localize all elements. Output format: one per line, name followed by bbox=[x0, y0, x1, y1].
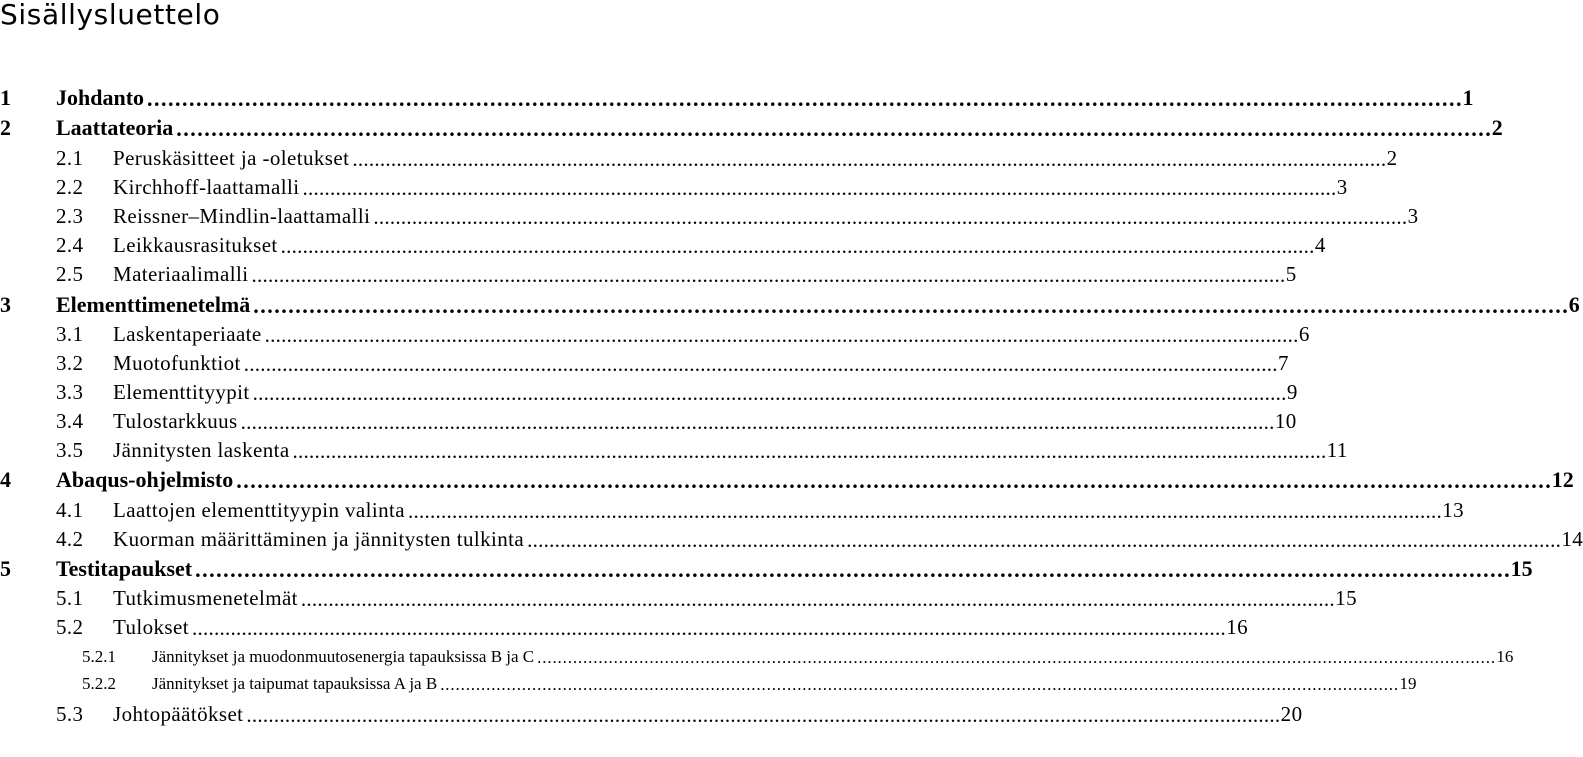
dot-leader bbox=[301, 585, 1332, 608]
toc-entry-label: Tulostarkkuus bbox=[113, 409, 238, 433]
toc-entry-page-number: 10 bbox=[1274, 409, 1297, 433]
toc-entry-label: Elementtimenetelmä bbox=[56, 292, 251, 317]
toc-entry-label: Jännitykset ja taipumat tapauksissa A ja B bbox=[152, 674, 438, 693]
dot-leader bbox=[253, 292, 1566, 316]
dot-leader bbox=[440, 671, 1396, 690]
toc-entry[interactable] bbox=[0, 202, 1419, 232]
dot-leader bbox=[195, 556, 1508, 580]
toc-entry-label: Kirchhoff-laattamalli bbox=[113, 175, 300, 199]
toc-entry-page-number: 2 bbox=[1386, 146, 1398, 170]
dot-leader bbox=[293, 437, 1324, 460]
toc-entry-number: 3 bbox=[0, 292, 11, 317]
dot-leader bbox=[147, 85, 1460, 109]
dot-leader bbox=[192, 614, 1223, 637]
toc-entry-page-number: 12 bbox=[1551, 467, 1574, 492]
dot-leader bbox=[236, 467, 1549, 491]
toc-entry-label: Laattateoria bbox=[56, 115, 174, 140]
toc-entry-number: 2.3 bbox=[56, 204, 84, 228]
toc-entry-number: 3.4 bbox=[56, 409, 84, 433]
toc-entry-number: 5.2 bbox=[56, 615, 84, 639]
page-title: Sisällysluettelo bbox=[0, 0, 221, 31]
toc-entry-label: Laskentaperiaate bbox=[113, 322, 262, 346]
toc-entry[interactable] bbox=[0, 670, 1417, 700]
dot-leader bbox=[408, 497, 1439, 520]
toc-entry[interactable] bbox=[0, 466, 1574, 496]
toc-entry-number: 2.2 bbox=[56, 175, 84, 199]
dot-leader bbox=[244, 350, 1275, 373]
toc-entry[interactable] bbox=[0, 407, 1297, 437]
toc-entry[interactable] bbox=[0, 555, 1533, 585]
toc-entry-label: Peruskäsitteet ja -oletukset bbox=[113, 146, 350, 170]
toc-entry-number: 5.3 bbox=[56, 702, 84, 726]
toc-entry-number: 2.1 bbox=[56, 146, 84, 170]
toc-entry[interactable] bbox=[0, 613, 1249, 643]
toc-entry-label: Elementtityypit bbox=[113, 380, 250, 404]
toc-entry-number: 3.2 bbox=[56, 351, 84, 375]
toc-entry[interactable] bbox=[0, 320, 1310, 350]
toc-entry-number: 3.1 bbox=[56, 322, 84, 346]
toc-entry-number: 1 bbox=[0, 85, 11, 110]
toc-entry[interactable] bbox=[0, 114, 1503, 144]
toc-entry-number: 5 bbox=[0, 556, 11, 581]
toc-entry-label: Abaqus-ohjelmisto bbox=[56, 467, 234, 492]
toc-entry-label: Kuorman määrittäminen ja jännitysten tulkinta bbox=[113, 527, 525, 551]
toc-entry-page-number: 4 bbox=[1314, 233, 1326, 257]
toc-entry-page-number: 7 bbox=[1277, 351, 1289, 375]
toc-entry[interactable] bbox=[0, 378, 1298, 408]
toc-entry-number: 3.3 bbox=[56, 380, 84, 404]
toc-entry-page-number: 1 bbox=[1462, 85, 1474, 110]
toc-entry-label: Jännitykset ja muodonmuutosenergia tapauksissa B ja C bbox=[152, 647, 535, 666]
toc-entry-page-number: 6 bbox=[1568, 292, 1580, 317]
toc-entry-number: 2 bbox=[0, 115, 11, 140]
toc-entry-page-number: 16 bbox=[1496, 647, 1514, 666]
toc-entry-number: 4 bbox=[0, 467, 11, 492]
toc-entry-label: Muotofunktiot bbox=[113, 351, 241, 375]
toc-entry-label: Tutkimusmenetelmät bbox=[113, 586, 298, 610]
toc-entry[interactable] bbox=[0, 643, 1514, 673]
toc-entry-number: 2.4 bbox=[56, 233, 84, 257]
toc-entry-number: 4.2 bbox=[56, 527, 84, 551]
toc-entry-label: Reissner–Mindlin-laattamalli bbox=[113, 204, 371, 228]
toc-entry-page-number: 6 bbox=[1298, 322, 1310, 346]
toc-entry[interactable] bbox=[0, 144, 1398, 174]
dot-leader bbox=[373, 203, 1404, 226]
dot-leader bbox=[527, 526, 1558, 549]
toc-entry-number: 3.5 bbox=[56, 438, 84, 462]
toc-entry-page-number: 5 bbox=[1285, 262, 1297, 286]
dot-leader bbox=[253, 379, 1284, 402]
toc-entry-label: Tulokset bbox=[113, 615, 189, 639]
toc-entry-page-number: 20 bbox=[1280, 702, 1303, 726]
toc-entry-page-number: 15 bbox=[1510, 556, 1533, 581]
dot-leader bbox=[537, 644, 1493, 663]
toc-entry-page-number: 3 bbox=[1336, 175, 1348, 199]
toc-entry-label: Testitapaukset bbox=[56, 556, 193, 581]
toc-entry[interactable] bbox=[0, 349, 1289, 379]
toc-entry[interactable] bbox=[0, 436, 1348, 466]
toc-entry-label: Jännitysten laskenta bbox=[113, 438, 290, 462]
toc-entry-page-number: 19 bbox=[1399, 674, 1417, 693]
toc-entry-number: 5.2.1 bbox=[82, 647, 116, 666]
toc-entry[interactable] bbox=[0, 700, 1303, 730]
dot-leader bbox=[241, 408, 1272, 431]
toc-entry[interactable] bbox=[0, 584, 1357, 614]
toc-entry[interactable] bbox=[0, 291, 1580, 321]
toc-entry-page-number: 11 bbox=[1326, 438, 1348, 462]
toc-entry-number: 5.1 bbox=[56, 586, 84, 610]
toc-entry[interactable] bbox=[0, 496, 1465, 526]
dot-leader bbox=[281, 232, 1312, 255]
toc-entry[interactable] bbox=[0, 260, 1297, 290]
toc-entry-number: 5.2.2 bbox=[82, 674, 116, 693]
dot-leader bbox=[251, 261, 1282, 284]
toc-entry-page-number: 14 bbox=[1561, 527, 1583, 551]
toc-entry-label: Laattojen elementtityypin valinta bbox=[113, 498, 405, 522]
toc-entry-number: 4.1 bbox=[56, 498, 84, 522]
toc-entry-label: Leikkausrasitukset bbox=[113, 233, 278, 257]
toc-entry-page-number: 13 bbox=[1442, 498, 1465, 522]
toc-entry-page-number: 9 bbox=[1286, 380, 1298, 404]
toc-entry[interactable] bbox=[0, 231, 1326, 261]
toc-entry-label: Materiaalimalli bbox=[113, 262, 249, 286]
toc-entry-page-number: 16 bbox=[1226, 615, 1249, 639]
dot-leader bbox=[176, 115, 1489, 139]
toc-entry-page-number: 15 bbox=[1335, 586, 1357, 610]
dot-leader bbox=[265, 321, 1296, 344]
toc-entry-page-number: 3 bbox=[1407, 204, 1419, 228]
toc-entry[interactable] bbox=[0, 525, 1583, 555]
toc-entry[interactable] bbox=[0, 173, 1348, 203]
dot-leader bbox=[246, 701, 1277, 724]
toc-entry-label: Johtopäätökset bbox=[113, 702, 244, 726]
dot-leader bbox=[302, 174, 1333, 197]
toc-entry-page-number: 2 bbox=[1491, 115, 1503, 140]
toc-entry-number: 2.5 bbox=[56, 262, 84, 286]
toc-entry[interactable] bbox=[0, 84, 1474, 114]
dot-leader bbox=[352, 145, 1383, 168]
toc-entry-label: Johdanto bbox=[56, 85, 145, 110]
